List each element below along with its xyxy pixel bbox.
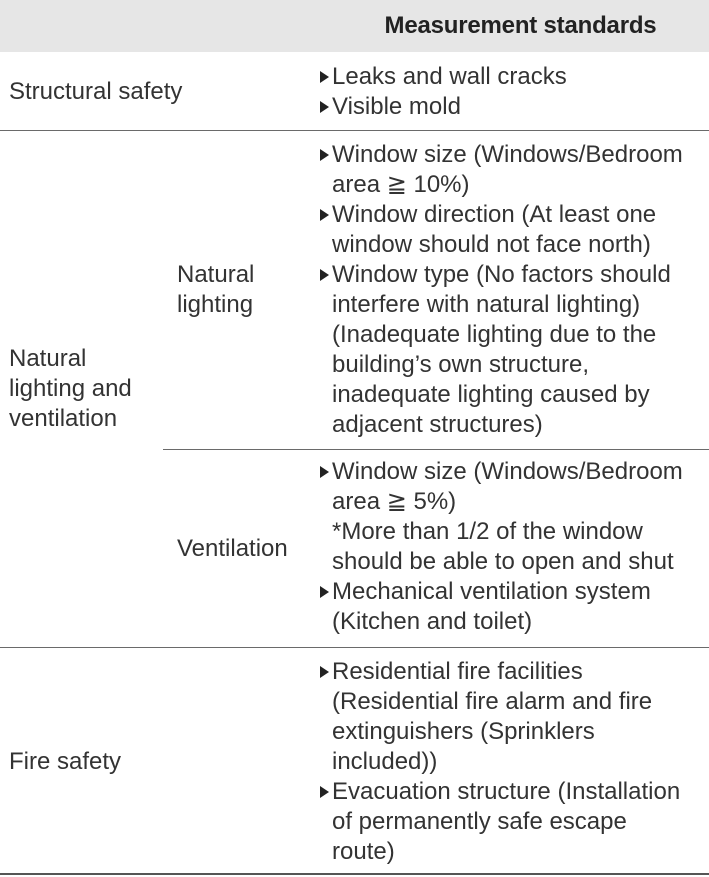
subrow-divider — [163, 449, 709, 450]
bullet-triangle-icon — [320, 71, 329, 83]
fire-safety-standards: Residential fire facilities (Residential fire alarm and fire extinguishers (Sprinklers included)) Evacuation structure (Installation of permanently safe escape route) — [320, 657, 709, 867]
list-item: Evacuation structure (Installation — [320, 777, 709, 807]
bullet-triangle-icon — [320, 269, 329, 281]
list-item: Window size (Windows/Bedroom — [320, 457, 709, 487]
bullet-triangle-icon — [320, 586, 329, 598]
list-item: Leaks and wall cracks — [320, 62, 709, 92]
category-structural-safety: Structural safety — [9, 78, 183, 105]
list-item: Visible mold — [320, 92, 709, 122]
list-item: Mechanical ventilation system — [320, 577, 709, 607]
list-item: Window type (No factors should — [320, 260, 709, 290]
subcategory-natural-lighting: Natural lighting — [177, 261, 255, 318]
list-item: Window size (Windows/Bedroom — [320, 140, 709, 170]
bullet-triangle-icon — [320, 209, 329, 221]
row-divider — [0, 130, 709, 131]
natural-lighting-standards: Window size (Windows/Bedroom area ≧ 10%) Window direction (At least one window should not face north) Window type (No factors should interfere with natural lighting) (Inadequate lighting due to the building’s own structure, inadequate lighting caused by adjacent structures) — [320, 140, 709, 440]
bullet-triangle-icon — [320, 101, 329, 113]
list-item: Window direction (At least one — [320, 200, 709, 230]
bullet-triangle-icon — [320, 466, 329, 478]
row-divider — [0, 647, 709, 648]
bullet-triangle-icon — [320, 666, 329, 678]
header-title: Measurement standards — [384, 12, 657, 39]
table-header — [0, 0, 709, 52]
category-lighting-ventilation: Natural lighting and ventilation — [9, 345, 132, 432]
table-bottom-border — [0, 873, 709, 875]
structural-standards — [320, 62, 709, 122]
bullet-triangle-icon — [320, 786, 329, 798]
category-fire-safety: Fire safety — [9, 748, 122, 775]
subcategory-ventilation: Ventilation — [177, 535, 288, 562]
bullet-triangle-icon — [320, 149, 329, 161]
list-item: Residential fire facilities — [320, 657, 709, 687]
ventilation-standards: Window size (Windows/Bedroom area ≧ 5%) *More than 1/2 of the window should be able to open and shut Mechanical ventilation system (Kitchen and toilet) — [320, 457, 709, 637]
